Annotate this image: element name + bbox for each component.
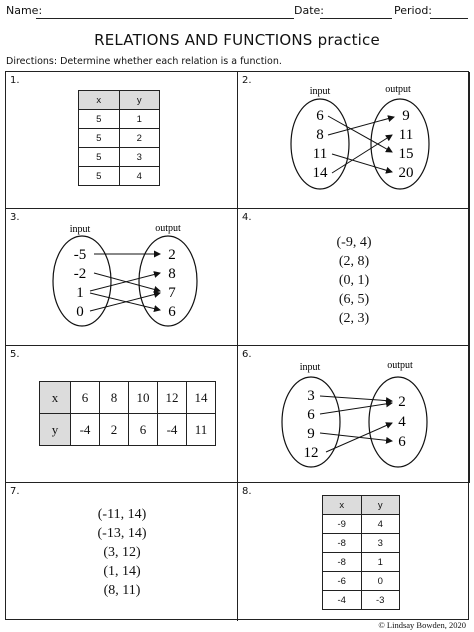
row-label-y: y (40, 414, 71, 446)
cell-y: 2 (100, 414, 129, 446)
cell-y: 4 (361, 515, 400, 534)
problem-6 (238, 346, 470, 483)
copyright-footer: © Lindsay Bowden, 2020 (378, 620, 466, 630)
cell-x: -9 (323, 515, 362, 534)
input-value: 11 (312, 146, 328, 162)
cell-x: 12 (158, 382, 187, 414)
output-value: 11 (398, 127, 414, 143)
output-value: 4 (398, 414, 406, 430)
table-header-row (323, 496, 400, 515)
mapping-diagram (6, 209, 238, 346)
problem-3 (6, 209, 238, 346)
output-value: 8 (168, 266, 176, 282)
mapping-arrow (332, 154, 392, 172)
output-value: 15 (398, 146, 414, 162)
student-info-header (6, 4, 468, 20)
problem-2 (238, 72, 470, 209)
mapping-arrow (320, 396, 392, 401)
cell-y: 3 (361, 534, 400, 553)
cell-y: 1 (119, 110, 160, 129)
cell-y: -4 (71, 414, 100, 446)
worksheet-title (0, 30, 474, 49)
problem-number: 4. (242, 212, 252, 223)
ordered-pair: (3, 12) (103, 545, 141, 560)
cell-x: 5 (79, 129, 120, 148)
input-value: 6 (316, 108, 324, 124)
period-label: Period: (394, 4, 433, 17)
title-main: RELATIONS AND FUNCTIONS (94, 31, 313, 49)
ordered-pair: (6, 5) (338, 292, 370, 307)
ordered-pair: (0, 1) (338, 273, 370, 288)
input-value: 0 (76, 304, 84, 320)
table-row (323, 534, 400, 553)
ordered-pair: (-9, 4) (336, 235, 372, 250)
cell-x: 5 (79, 167, 120, 186)
name-blank[interactable] (36, 18, 294, 19)
horizontal-xy-table (39, 381, 216, 446)
ordered-pairs (238, 233, 470, 328)
output-value: 9 (402, 108, 410, 124)
xy-table (322, 495, 400, 610)
problem-number: 5. (10, 349, 20, 360)
ordered-pair: (2, 3) (338, 311, 370, 326)
table-row (323, 553, 400, 572)
input-value: 8 (316, 127, 324, 143)
input-label: input (309, 86, 331, 97)
input-label: input (299, 362, 321, 373)
ordered-pair: (2, 8) (338, 254, 370, 269)
mapping-arrow (328, 117, 394, 135)
problem-number: 6. (242, 349, 252, 360)
cell-y: 4 (119, 167, 160, 186)
problem-1 (6, 72, 238, 209)
cell-x: -6 (323, 572, 362, 591)
ordered-pair: (1, 14) (103, 564, 141, 579)
cell-x: 5 (79, 148, 120, 167)
mapping-diagram (238, 72, 470, 209)
problem-number: 3. (10, 212, 20, 223)
output-value: 2 (168, 247, 176, 263)
title-script: practice (317, 31, 380, 49)
output-value: 6 (398, 434, 406, 450)
cell-y: -3 (361, 591, 400, 610)
mapping-arrow (328, 116, 392, 152)
problem-8 (238, 483, 470, 621)
row-label-x: x (40, 382, 71, 414)
table-row (79, 129, 160, 148)
table-row (79, 148, 160, 167)
table-row (79, 110, 160, 129)
cell-x: -4 (323, 591, 362, 610)
input-value: 3 (307, 388, 315, 404)
cell-y: 6 (129, 414, 158, 446)
input-value: 12 (303, 445, 319, 461)
input-value: 1 (76, 285, 84, 301)
mapping-arrow (332, 135, 392, 173)
header-x: x (79, 91, 120, 110)
problem-number: 2. (242, 75, 252, 86)
problem-7 (6, 483, 238, 621)
output-label: output (387, 360, 413, 371)
ordered-pair: (-13, 14) (97, 526, 147, 541)
table-row (323, 515, 400, 534)
table-row (79, 167, 160, 186)
cell-x: 10 (129, 382, 158, 414)
output-value: 20 (398, 165, 414, 181)
xy-table (78, 90, 160, 186)
input-value: -2 (73, 266, 87, 282)
output-value: 2 (398, 394, 406, 410)
mapping-arrow (320, 403, 392, 414)
cell-y: 3 (119, 148, 160, 167)
output-value: 6 (168, 304, 176, 320)
cell-y: 1 (361, 553, 400, 572)
cell-y: -4 (158, 414, 187, 446)
cell-y: 11 (187, 414, 216, 446)
problem-number: 7. (10, 486, 20, 497)
header-y: y (361, 496, 400, 515)
period-blank[interactable] (430, 18, 468, 19)
cell-y: 0 (361, 572, 400, 591)
header-y: y (119, 91, 160, 110)
table-row (323, 591, 400, 610)
ordered-pair: (8, 11) (103, 583, 141, 598)
problem-4 (238, 209, 470, 346)
input-value: 14 (312, 165, 328, 181)
problem-number: 1. (10, 75, 20, 86)
date-blank[interactable] (320, 18, 392, 19)
input-value: 6 (307, 407, 315, 423)
output-label: output (155, 223, 181, 234)
cell-x: 8 (100, 382, 129, 414)
table-header-row (79, 91, 160, 110)
ordered-pairs (6, 505, 238, 600)
cell-x: 6 (71, 382, 100, 414)
cell-y: 2 (119, 129, 160, 148)
mapping-arrow (326, 423, 392, 452)
input-value: 9 (307, 426, 315, 442)
ordered-pair: (-11, 14) (97, 507, 147, 522)
problem-number: 8. (242, 486, 252, 497)
problem-5 (6, 346, 238, 483)
table-row (323, 572, 400, 591)
mapping-arrow (320, 433, 392, 441)
mapping-diagram (238, 346, 470, 483)
header-x: x (323, 496, 362, 515)
input-value: -5 (73, 247, 87, 263)
cell-x: -8 (323, 534, 362, 553)
output-label: output (385, 84, 411, 95)
directions-text: Directions: Determine whether each relation is a function. (6, 56, 282, 67)
output-value: 7 (168, 285, 176, 301)
table-row-y (40, 414, 216, 446)
cell-x: 5 (79, 110, 120, 129)
date-label: Date: (294, 4, 324, 17)
problem-grid (5, 71, 469, 620)
cell-x: -8 (323, 553, 362, 572)
name-label: Name: (6, 4, 43, 17)
cell-x: 14 (187, 382, 216, 414)
input-label: input (69, 224, 91, 235)
table-row-x (40, 382, 216, 414)
